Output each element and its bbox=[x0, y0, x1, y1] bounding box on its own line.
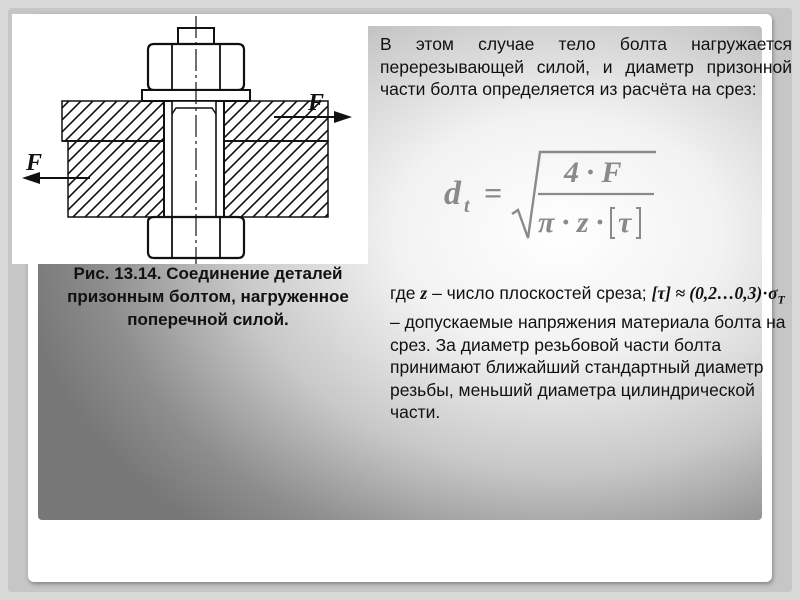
formula-tau: τ bbox=[618, 206, 632, 239]
formula-svg bbox=[440, 148, 670, 244]
shear-formula bbox=[440, 148, 670, 244]
formula-equals: = bbox=[484, 175, 503, 211]
force-label-left: F bbox=[26, 150, 43, 176]
bolt-drawing bbox=[12, 14, 368, 264]
desc-dot: · bbox=[762, 283, 769, 303]
bolt-drawing-svg bbox=[12, 14, 368, 264]
lower-plate-right bbox=[224, 141, 328, 217]
figure-caption: Рис. 13.14. Соединение деталей призонным болтом, нагруженное поперечной силой. bbox=[67, 264, 349, 329]
formula-lhs: d bbox=[444, 175, 461, 212]
description-paragraph bbox=[390, 282, 792, 424]
desc-text-3: – допускаемые напряжения материала болта на срез. За диаметр резьбовой части болта принимают ближайший стандартный диаметр резьбы, меньший диаметра цилиндрической части. bbox=[390, 312, 786, 422]
desc-z-symbol: z bbox=[420, 283, 428, 303]
desc-text-1: где bbox=[390, 283, 421, 303]
desc-tau-range: [τ] ≈ (0,2…0,3) bbox=[651, 283, 763, 303]
intro-paragraph: В этом случае тело болта нагружается перерезывающей силой, и диаметр призонной части болта определяется из расчёта на срез: bbox=[380, 34, 792, 99]
formula-numerator: 4 · F bbox=[564, 156, 622, 189]
force-label-right: F bbox=[308, 90, 325, 116]
formula-denominator: π · z · bbox=[538, 206, 604, 239]
upper-plate-left bbox=[62, 101, 164, 141]
desc-sigma-subscript: T bbox=[777, 292, 785, 307]
desc-sigma: σ bbox=[768, 283, 778, 303]
bolt-shank bbox=[164, 101, 224, 217]
formula-lhs-subscript: t bbox=[464, 195, 470, 217]
desc-text-2: – число плоскостей среза; bbox=[427, 283, 652, 303]
